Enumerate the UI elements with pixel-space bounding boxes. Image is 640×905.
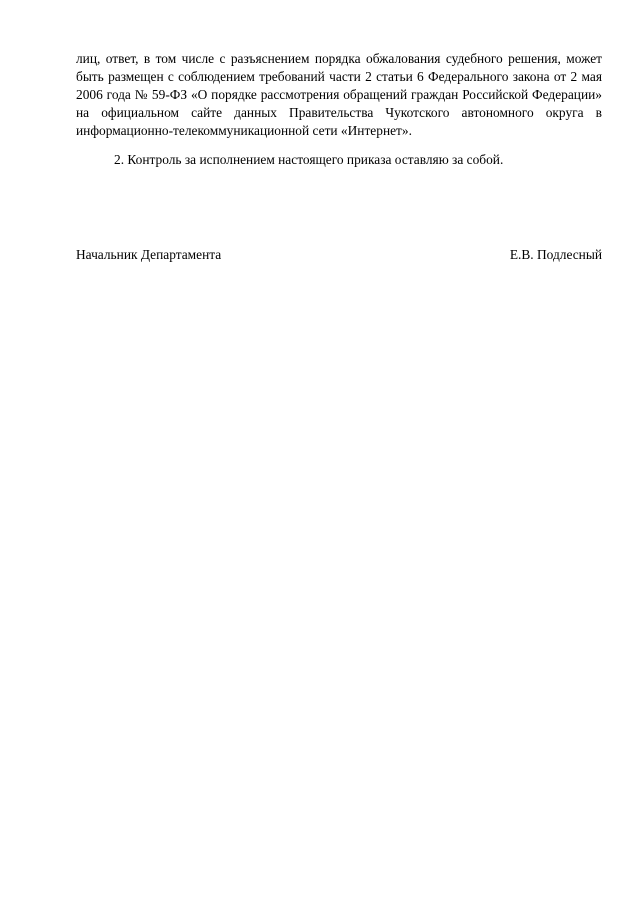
signature-position: Начальник Департамента bbox=[76, 247, 222, 262]
signature-block bbox=[76, 246, 602, 266]
paragraph-continuation: лиц, ответ, в том числе с разъяснением порядка обжалования судебного решения, может быть размещен с соблюдением требований части 2 статьи 6 Федерального закона от 2 мая 2006 года № 59-ФЗ «О порядке рассмотрения обращений граждан Российской Федерации» на официальном сайте данных Правительства Чукотского автономного округа в информационно-телекоммуникационной сети «Интернет». bbox=[76, 51, 602, 138]
signature-name: Е.В. Подлесный bbox=[509, 247, 602, 262]
paragraph-item-2: 2. Контроль за исполнением настоящего приказа оставляю за собой. bbox=[114, 152, 504, 167]
